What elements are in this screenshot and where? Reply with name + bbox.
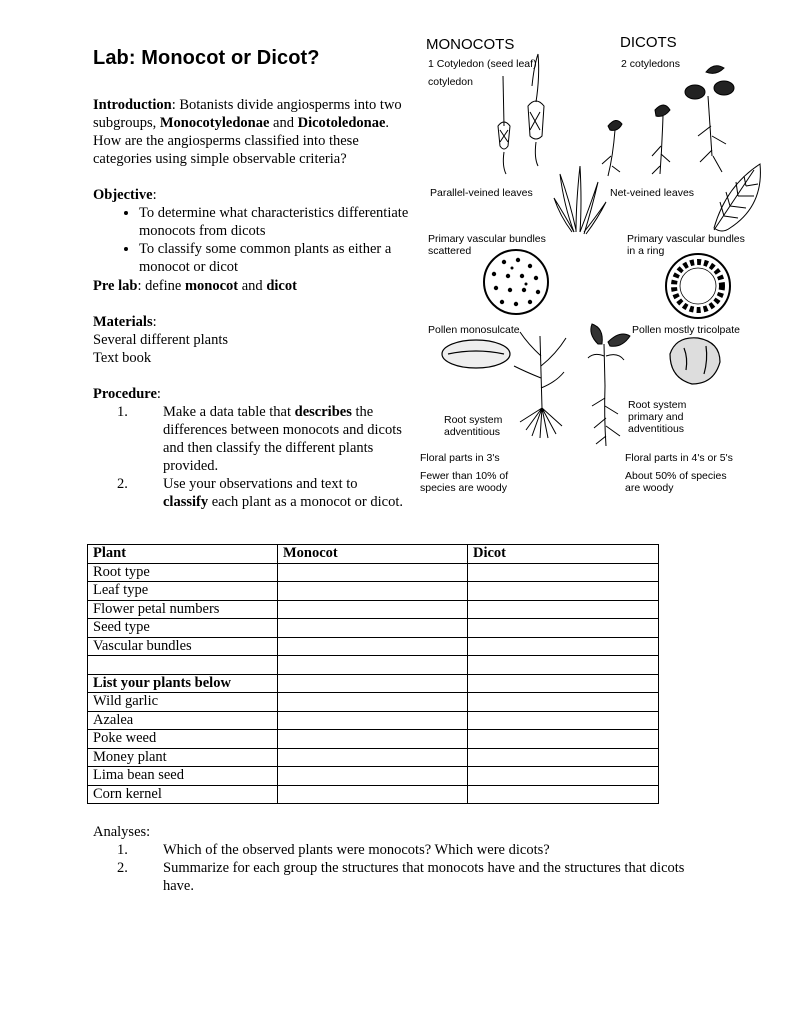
materials-item: Several different plants <box>93 332 229 348</box>
table-row <box>88 674 659 693</box>
dicot-cell[interactable] <box>468 785 659 804</box>
mono-root-label-1: Root system <box>444 414 503 426</box>
monocot-cell[interactable] <box>278 563 468 582</box>
table-row <box>88 711 659 730</box>
procedure-colon: : <box>156 386 161 402</box>
plant-name: Corn kernel <box>88 785 278 804</box>
plant-name: Wild garlic <box>88 693 278 712</box>
objective-label: Objective <box>93 187 153 203</box>
step-text-a: Make a data table that <box>163 404 295 420</box>
table-row <box>88 582 659 601</box>
table-row <box>88 637 659 656</box>
dicot-seedling-icon <box>602 66 734 176</box>
step-number: 1. <box>117 404 128 420</box>
materials-item: Text book <box>93 350 152 366</box>
table-row <box>88 619 659 638</box>
materials-label: Materials <box>93 314 153 330</box>
introduction-text-b: and <box>269 115 298 131</box>
monocot-cell[interactable] <box>278 637 468 656</box>
di-root-label-1: Root system <box>628 399 687 411</box>
dicot-cell[interactable] <box>468 748 659 767</box>
di-vascular-label-2: in a ring <box>627 245 665 257</box>
mono-cotyledon-label: 1 Cotyledon (seed leaf) <box>428 58 537 70</box>
question-number: 1. <box>117 842 128 858</box>
dicot-cell[interactable] <box>468 674 659 693</box>
row-label: Vascular bundles <box>88 637 278 656</box>
diagram-illustrations <box>408 26 788 506</box>
page-title: Lab: Monocot or Dicot? <box>93 47 320 69</box>
step-bold: classify <box>163 494 209 510</box>
monocot-cell[interactable] <box>278 711 468 730</box>
monocot-cell[interactable] <box>278 767 468 786</box>
prelab-text-a: : define <box>137 278 185 294</box>
monocot-dicot-diagram <box>408 26 788 506</box>
plant-name: Azalea <box>88 711 278 730</box>
dicot-cell[interactable] <box>468 711 659 730</box>
procedure-label: Procedure <box>93 386 157 402</box>
table-row <box>88 748 659 767</box>
objective-section <box>93 186 413 276</box>
monocot-cell[interactable] <box>278 748 468 767</box>
monocots-heading: MONOCOTS <box>426 36 515 53</box>
objective-list <box>93 204 413 276</box>
objective-colon: : <box>152 187 157 203</box>
materials-section <box>93 313 228 367</box>
mono-leaves-label: Parallel-veined leaves <box>430 187 533 199</box>
monocot-plant-icon <box>514 332 566 438</box>
procedure-step <box>93 403 403 475</box>
objective-item: • To classify some common plants as either a monocot or dicot <box>139 240 413 276</box>
dicot-cell[interactable] <box>468 767 659 786</box>
introduction-text-a: : Botanists divide angiosperms into two subgroups, <box>93 97 402 131</box>
analyses-label: Analyses: <box>93 824 151 840</box>
pollen-tricolpate-icon <box>670 338 720 384</box>
monocot-seed-icon <box>498 54 544 174</box>
dicots-heading: DICOTS <box>620 34 677 51</box>
monocot-cell[interactable] <box>278 582 468 601</box>
row-label: Leaf type <box>88 582 278 601</box>
step-bold: describes <box>294 404 352 420</box>
mono-pollen-label: Pollen monosulcate <box>428 324 520 336</box>
di-woody-label-2: are woody <box>625 482 674 494</box>
prelab-label: Pre lab <box>93 278 138 294</box>
analyses-section <box>93 823 693 895</box>
procedure-section <box>93 385 403 511</box>
dicot-plant-icon <box>588 324 630 446</box>
table-row <box>88 730 659 749</box>
mono-floral-label: Floral parts in 3's <box>420 452 500 464</box>
di-pollen-label: Pollen mostly tricolpate <box>632 324 740 336</box>
plant-name: Poke weed <box>88 730 278 749</box>
step-text-b: the differences between monocots and dicots and then classify the different plants provided. <box>163 404 402 474</box>
question-text: Summarize for each group the structures that monocots have and the structures that dicots have. <box>163 860 685 894</box>
di-root-label-3: adventitious <box>628 423 685 435</box>
dicot-cell[interactable] <box>468 582 659 601</box>
monocot-cell[interactable] <box>278 785 468 804</box>
mono-root-label-2: adventitious <box>444 426 501 438</box>
table-row <box>88 785 659 804</box>
mono-vascular-label-2: scattered <box>428 245 472 257</box>
objective-item: • To determine what characteristics differentiate monocots from dicots <box>139 204 413 240</box>
ring-vascular-bundles-icon <box>666 254 730 318</box>
monocot-cell[interactable] <box>278 674 468 693</box>
header-monocot: Monocot <box>278 545 468 564</box>
header-plant: Plant <box>88 545 278 564</box>
mono-woody-label-2: species are woody <box>420 482 507 494</box>
dicot-cell[interactable] <box>468 563 659 582</box>
dicot-cell[interactable] <box>468 656 659 675</box>
di-leaves-label: Net-veined leaves <box>610 187 695 199</box>
row-label: Flower petal numbers <box>88 600 278 619</box>
di-woody-label-1: About 50% of species <box>625 470 727 482</box>
prelab-dicot-term: dicot <box>266 278 297 294</box>
di-cotyledon-label: 2 cotyledons <box>621 58 680 70</box>
analysis-question <box>93 859 693 895</box>
table-row <box>88 563 659 582</box>
table-header-row <box>88 545 659 564</box>
introduction-paragraph <box>93 96 408 168</box>
dicotoledonae-term: Dicotoledonae <box>297 115 386 131</box>
question-number: 2. <box>117 860 128 876</box>
prelab-line <box>93 277 297 295</box>
table-row <box>88 767 659 786</box>
mono-woody-label-1: Fewer than 10% of <box>420 470 509 482</box>
question-text: Which of the observed plants were monocots? Which were dicots? <box>163 842 550 858</box>
row-label <box>88 656 278 675</box>
monocot-cell[interactable] <box>278 730 468 749</box>
table-row <box>88 656 659 675</box>
plant-name: Lima bean seed <box>88 767 278 786</box>
cotyledon-label: cotyledon <box>428 76 473 88</box>
header-dicot: Dicot <box>468 545 659 564</box>
row-label: Seed type <box>88 619 278 638</box>
dicot-cell[interactable] <box>468 619 659 638</box>
materials-colon: : <box>152 314 157 330</box>
monocotyledonae-term: Monocotyledonae <box>159 115 270 131</box>
scattered-vascular-bundles-icon <box>484 250 548 314</box>
prelab-monocot-term: monocot <box>184 278 239 294</box>
introduction-text-c: . How are the angiosperms classified into these categories using simple observable criteria? <box>93 115 390 167</box>
di-root-label-2: primary and <box>628 411 684 423</box>
table-row <box>88 600 659 619</box>
dicot-cell[interactable] <box>468 730 659 749</box>
net-veined-leaf-icon <box>714 164 760 231</box>
monocot-cell[interactable] <box>278 656 468 675</box>
monocot-cell[interactable] <box>278 693 468 712</box>
monocot-cell[interactable] <box>278 600 468 619</box>
monocot-cell[interactable] <box>278 619 468 638</box>
step-text-a: Use your observations and text to <box>163 476 358 492</box>
list-header-cell: List your plants below <box>88 674 278 693</box>
table-row <box>88 693 659 712</box>
dicot-cell[interactable] <box>468 637 659 656</box>
pollen-monosulcate-icon <box>442 340 510 368</box>
analysis-question <box>93 841 693 859</box>
row-label: Root type <box>88 563 278 582</box>
introduction-label: Introduction <box>93 97 172 113</box>
mono-vascular-label-1: Primary vascular bundles <box>428 233 546 245</box>
di-floral-label: Floral parts in 4's or 5's <box>625 452 733 464</box>
dicot-cell[interactable] <box>468 693 659 712</box>
procedure-step <box>93 475 403 511</box>
dicot-cell[interactable] <box>468 600 659 619</box>
data-table <box>87 544 659 804</box>
parallel-veined-leaf-icon <box>554 166 606 234</box>
step-text-b: each plant as a monocot or dicot. <box>208 494 403 510</box>
prelab-text-b: and <box>238 278 267 294</box>
plant-name: Money plant <box>88 748 278 767</box>
di-vascular-label-1: Primary vascular bundles <box>627 233 745 245</box>
step-number: 2. <box>117 476 128 492</box>
